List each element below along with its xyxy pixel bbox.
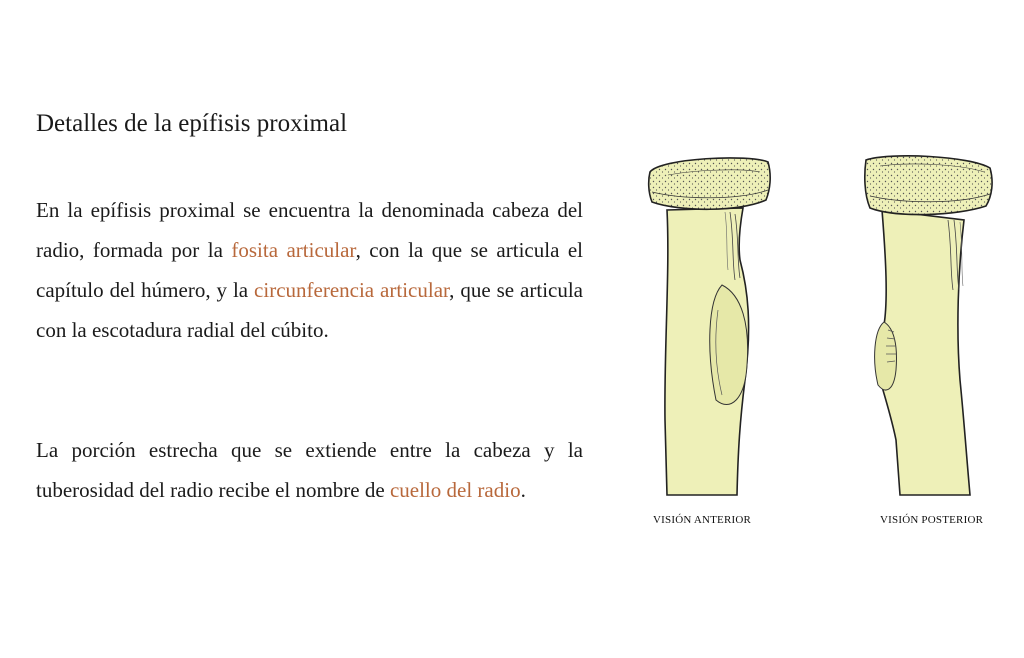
text-segment: , que se articula con la escotadura radial del cúbito. [36, 278, 584, 342]
text-segment: . [520, 478, 526, 502]
page-title: Detalles de la epífisis proximal [36, 110, 348, 137]
radial-head [649, 158, 770, 209]
caption-posterior-view: VISIÓN POSTERIOR [880, 514, 984, 526]
text-segment: En la epífisis proximal se encuentra la denominada cabeza del radio, formada por la [36, 198, 583, 262]
caption-anterior-view: VISIÓN ANTERIOR [653, 514, 752, 526]
term-fosita-articular: fosita articular [231, 238, 356, 262]
radial-head [865, 156, 992, 215]
text-segment: La porción estrecha que se extiende entre la cabeza y la tuberosidad del radio recibe el nombre de [36, 438, 583, 502]
term-circunferencia-articular: circunferencia articular [254, 278, 450, 302]
radius-anterior-illustration [640, 150, 780, 500]
text-segment: , con la que se articula el capítulo del húmero, y la [36, 238, 584, 302]
radius-posterior-illustration [860, 150, 1000, 500]
paragraph-proximal-head [36, 190, 583, 350]
paragraph-neck [36, 430, 583, 510]
term-cuello-del-radio: cuello del radio [389, 478, 521, 502]
